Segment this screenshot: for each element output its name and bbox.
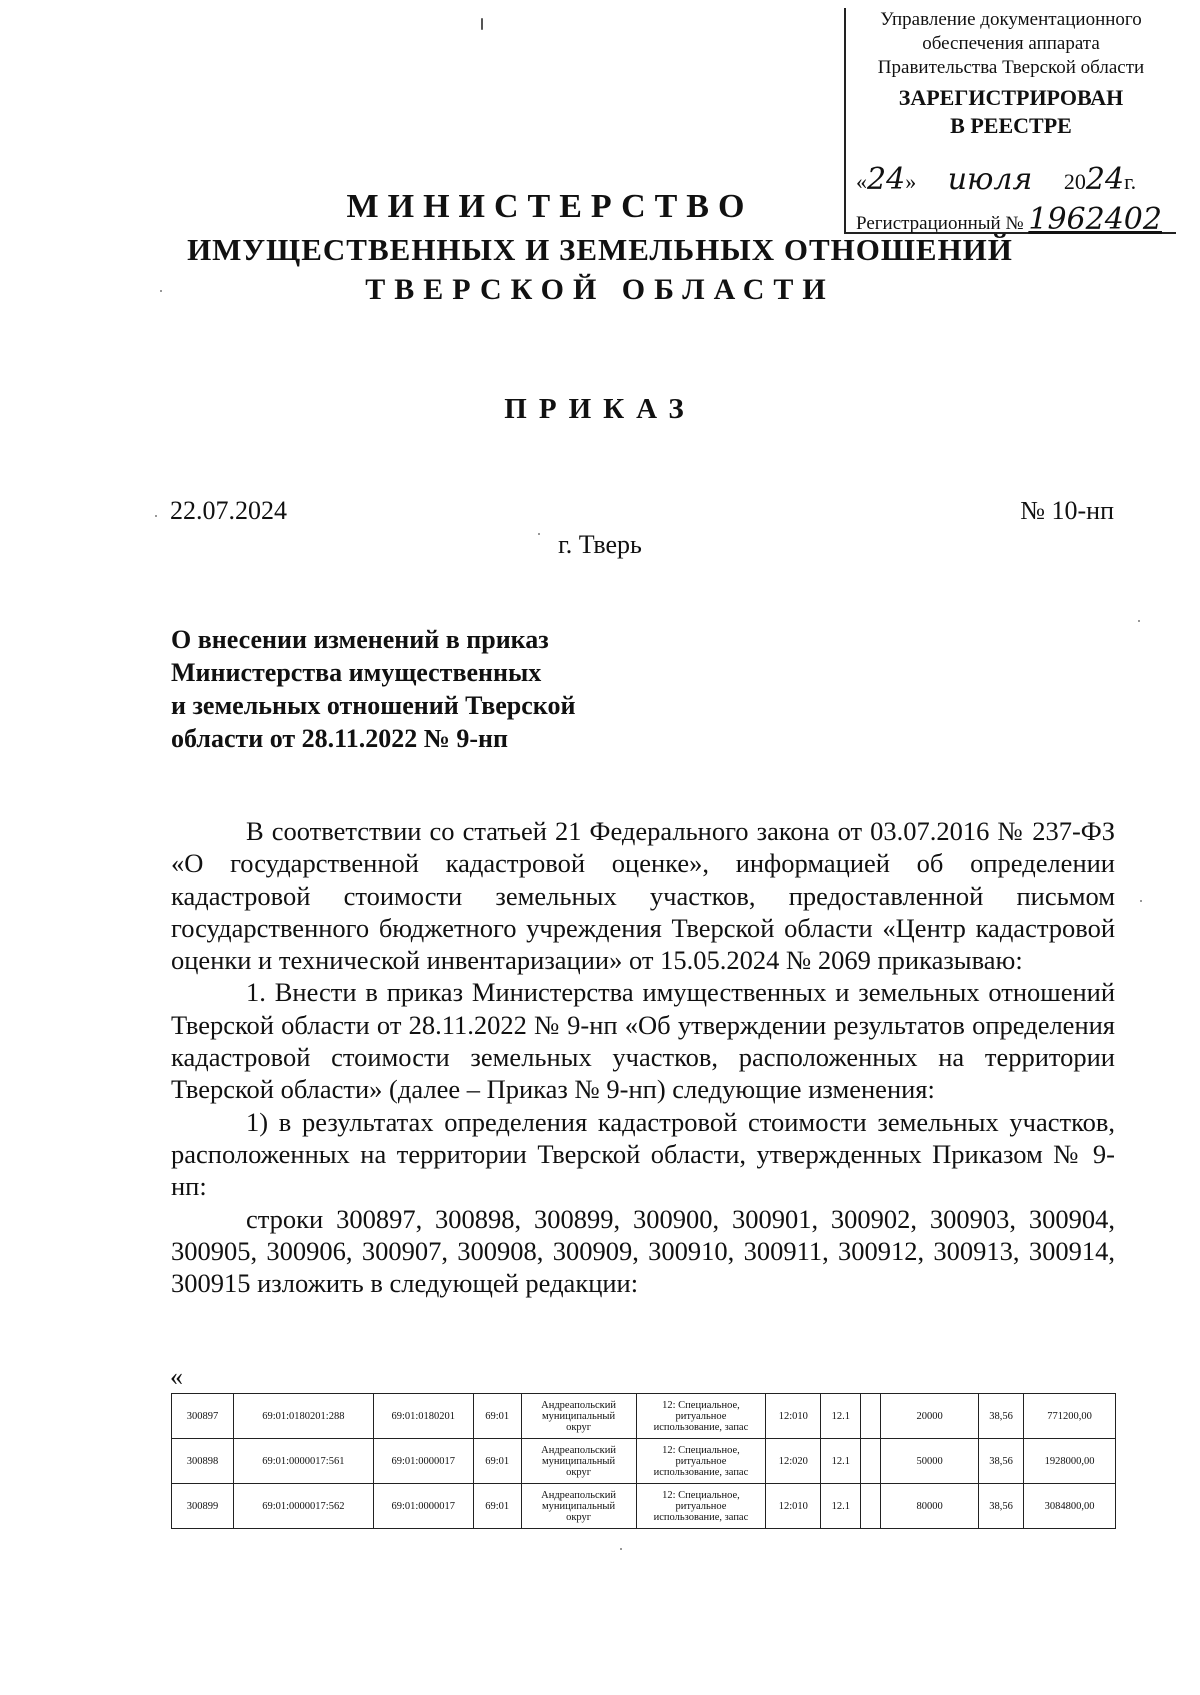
- cadastral-quarter-cell: 69:01:0000017: [373, 1439, 473, 1484]
- table-row: [172, 1394, 1116, 1439]
- stamp-reg-label: Регистрационный №: [856, 213, 1024, 234]
- cadastral-number-cell: 69:01:0180201:288: [233, 1394, 373, 1439]
- stamp-line-2: обеспечения аппарата: [922, 33, 1100, 54]
- scan-artifact: [1138, 620, 1140, 622]
- specific-value-cell: 38,56: [979, 1484, 1024, 1529]
- land-use-cell-line: 12: Специальное,: [662, 1489, 740, 1501]
- order-date: 22.07.2024: [170, 496, 287, 525]
- use-code-cell: 12:010: [766, 1484, 821, 1529]
- cadastral-quarter-cell: 69:01:0000017: [373, 1484, 473, 1529]
- stamp-date-month: июля: [947, 162, 1033, 197]
- municipality-cell-line: округ: [566, 1466, 592, 1478]
- scan-artifact: [1140, 900, 1142, 902]
- municipality-cell-line: округ: [566, 1421, 592, 1433]
- stamp-registered-line-1: ЗАРЕГИСТРИРОВАН: [898, 85, 1124, 110]
- municipality-cell-line: Андреапольский: [541, 1444, 617, 1456]
- body-paragraph-2: 1. Внести в приказ Министерства имущественных и земельных отношений Тверской области от 28.11.2022 № 9-нп «Об утверждении результатов определения кадастровой стоимости земельных участков, расположенных на территории Тверской области» (далее – Приказ № 9-нп) следующие изменения:: [171, 977, 1115, 1105]
- table-row: [172, 1439, 1116, 1484]
- group-cell: 12.1: [821, 1394, 861, 1439]
- subject-line-1: О внесении изменений в приказ: [171, 625, 549, 654]
- district-code-cell: 69:01: [473, 1439, 521, 1484]
- land-use-cell-line: использование, запас: [653, 1511, 749, 1523]
- area-cell: 20000: [881, 1394, 979, 1439]
- land-use-cell: [636, 1394, 766, 1439]
- order-subject: [171, 623, 575, 755]
- subject-line-2: Министерства имущественных: [171, 658, 542, 687]
- land-use-cell: [636, 1484, 766, 1529]
- row-number-cell: 300897: [172, 1394, 234, 1439]
- group-cell: 12.1: [821, 1484, 861, 1529]
- order-body: [171, 815, 1115, 1299]
- stamp-reg-number: 1962402: [1028, 202, 1162, 237]
- org-name-line-3: ТВЕРСКОЙ ОБЛАСТИ: [365, 273, 835, 306]
- document-type-title: ПРИКАЗ: [504, 393, 696, 425]
- land-use-cell-line: 12: Специальное,: [662, 1399, 740, 1411]
- cadastral-value-cell: 3084800,00: [1024, 1484, 1116, 1529]
- order-city: г. Тверь: [558, 530, 642, 559]
- empty-cell: [861, 1394, 881, 1439]
- land-use-cell-line: использование, запас: [653, 1466, 749, 1478]
- subject-line-4: области от 28.11.2022 № 9-нп: [171, 724, 508, 753]
- municipality-cell-line: округ: [566, 1511, 592, 1523]
- stamp-line-3: Правительства Тверской области: [877, 57, 1145, 78]
- stamp-date-year-end: г.: [1124, 169, 1137, 194]
- row-number-cell: 300899: [172, 1484, 234, 1529]
- use-code-cell: 12:020: [766, 1439, 821, 1484]
- stamp-registered: [846, 84, 1176, 140]
- subject-line-3: и земельных отношений Тверской: [171, 691, 576, 720]
- municipality-cell-line: муниципальный: [542, 1500, 616, 1512]
- land-use-cell-line: ритуальное: [675, 1500, 727, 1512]
- scan-artifact: [620, 1548, 622, 1550]
- municipality-cell: [521, 1439, 636, 1484]
- cadastral-value-cell: 1928000,00: [1024, 1439, 1116, 1484]
- municipality-cell-line: Андреапольский: [541, 1489, 617, 1501]
- cadastral-number-cell: 69:01:0000017:562: [233, 1484, 373, 1529]
- table-row: [172, 1484, 1116, 1529]
- empty-cell: [861, 1439, 881, 1484]
- municipality-cell-line: Андреапольский: [541, 1399, 617, 1411]
- municipality-cell-line: муниципальный: [542, 1455, 616, 1467]
- land-use-cell-line: ритуальное: [675, 1455, 727, 1467]
- stamp-date-year-suffix: 24: [1085, 162, 1125, 197]
- area-cell: 80000: [881, 1484, 979, 1529]
- stamp-date-day: 24: [867, 162, 906, 197]
- org-name-line-2: ИМУЩЕСТВЕННЫХ И ЗЕМЕЛЬНЫХ ОТНОШЕНИЙ: [187, 232, 1013, 267]
- specific-value-cell: 38,56: [979, 1439, 1024, 1484]
- cadastral-value-cell: 771200,00: [1024, 1394, 1116, 1439]
- land-use-cell-line: использование, запас: [653, 1421, 749, 1433]
- body-paragraph-4: строки 300897, 300898, 300899, 300900, 300901, 300902, 300903, 300904, 300905, 300906, 300907, 300908, 300909, 300910, 300911, 300912, 300913, 300914, 300915 изложить в следующей редакции:: [171, 1203, 1115, 1299]
- use-code-cell: 12:010: [766, 1394, 821, 1439]
- order-number: № 10-нп: [1020, 496, 1114, 525]
- municipality-cell: [521, 1394, 636, 1439]
- specific-value-cell: 38,56: [979, 1394, 1024, 1439]
- land-use-cell-line: 12: Специальное,: [662, 1444, 740, 1456]
- municipality-cell-line: муниципальный: [542, 1410, 616, 1422]
- stamp-date: «24» июля 2024г.: [856, 162, 1137, 197]
- land-use-cell: [636, 1439, 766, 1484]
- scan-artifact: [160, 290, 162, 292]
- scan-artifact: [481, 18, 483, 30]
- cadastral-value-table: [171, 1393, 1116, 1529]
- stamp-registered-line-2: В РЕЕСТРЕ: [950, 113, 1072, 138]
- scan-artifact: [538, 533, 540, 535]
- opening-quote: «: [170, 1362, 183, 1391]
- body-paragraph-1: В соответствии со статьей 21 Федерального закона от 03.07.2016 № 237-ФЗ «О государственной кадастровой оценке», информацией об определении кадастровой стоимости земельных участков, предоставленной письмом государственного бюджетного учреждения Тверской области «Центр кадастровой оценки и технической инвентаризации» от 15.05.2024 № 2069 приказываю:: [171, 816, 1115, 976]
- stamp-date-year-prefix: 20: [1063, 169, 1086, 194]
- scan-artifact: [155, 515, 157, 517]
- empty-cell: [861, 1484, 881, 1529]
- municipality-cell: [521, 1484, 636, 1529]
- row-number-cell: 300898: [172, 1439, 234, 1484]
- land-use-cell-line: ритуальное: [675, 1410, 727, 1422]
- stamp-line-1: Управление документационного: [880, 9, 1142, 30]
- area-cell: 50000: [881, 1439, 979, 1484]
- cadastral-number-cell: 69:01:0000017:561: [233, 1439, 373, 1484]
- org-name-line-1: МИНИСТЕРСТВО: [346, 188, 754, 225]
- cadastral-quarter-cell: 69:01:0180201: [373, 1394, 473, 1439]
- district-code-cell: 69:01: [473, 1394, 521, 1439]
- body-paragraph-3: 1) в результатах определения кадастровой стоимости земельных участков, расположенных на территории Тверской области, утвержденных Приказом № 9-нп:: [171, 1106, 1115, 1202]
- group-cell: 12.1: [821, 1439, 861, 1484]
- district-code-cell: 69:01: [473, 1484, 521, 1529]
